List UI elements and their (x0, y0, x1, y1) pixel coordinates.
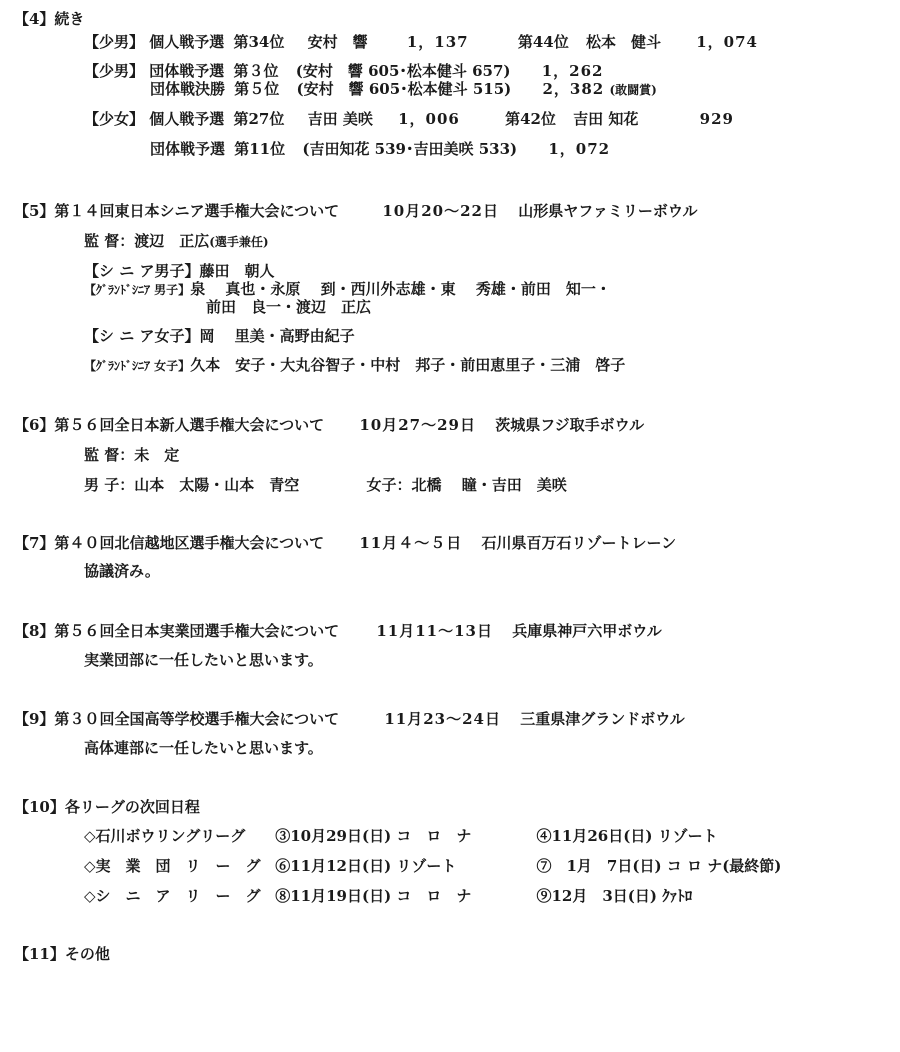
league-name: ◇シ ニ ア リ ー グ (84, 887, 261, 905)
s4-row-girls-team-prelim (150, 140, 610, 158)
player-name: 吉田 美咲 (307, 110, 373, 128)
section-5-heading (14, 202, 698, 220)
league-next-match: ⑥11月12日(日) リゾート (275, 857, 457, 875)
section-title: 【10】各リーグの次回日程 (14, 798, 200, 816)
score: 2，382 (542, 80, 605, 98)
section-body: 高体連部に一任したいと思います。 (84, 739, 323, 757)
s4-row-boys-team-prelim (84, 62, 604, 80)
s4-row-boys-individual (84, 33, 758, 51)
field-label: 女子： (366, 476, 412, 494)
league-row-ishikawa (84, 827, 718, 845)
event-venue: 茨城県フジ取手ボウル (495, 416, 645, 434)
rank: 第11位 (234, 140, 286, 158)
league-following-match: ④11月26日(日) リゾート (536, 827, 718, 845)
team-members: (安村 響 605･松本健斗 515) (296, 80, 512, 98)
section-11-heading (14, 945, 110, 963)
s9-body (84, 739, 323, 757)
section-title: 【9】第３０回全国高等学校選手権大会について (14, 710, 340, 728)
category-label: 【少男】 (84, 33, 145, 51)
league-row-corporate (84, 857, 781, 875)
category-label: 【ｸﾞﾗﾝﾄﾞｼﾆｱ 女子】 (84, 359, 191, 373)
section-title: 【5】第１４回東日本シニア選手権大会について (14, 202, 340, 220)
score: 1，006 (398, 110, 460, 128)
score: 1，137 (406, 33, 469, 51)
player-list: 山本 太陽・山本 青空 (134, 476, 300, 494)
category-label: 【シ ニ ア男子】 (84, 262, 200, 280)
field-label: 監 督： (84, 446, 135, 464)
event-date: 11月23～24日 (384, 710, 501, 728)
rank: 第５位 (234, 80, 280, 98)
section-7-heading (14, 534, 676, 552)
event-venue: 山形県ヤファミリーボウル (518, 202, 698, 220)
director-name: 未 定 (134, 446, 180, 464)
league-next-match: ③10月29日(日) コ ロ ナ (275, 827, 472, 845)
section-title: 【7】第４０回北信越地区選手権大会について (14, 534, 325, 552)
category-label: 【少男】 (84, 62, 145, 80)
league-name: ◇石川ボウリングリーグ (84, 827, 246, 845)
rank: 第27位 (233, 110, 285, 128)
rank: 第44位 (517, 33, 569, 51)
category-label: 【少女】 (84, 110, 145, 128)
director-name: 渡辺 正広 (134, 232, 210, 250)
s7-body (84, 562, 160, 580)
event-venue: 石川県百万石リゾートレーン (481, 534, 677, 552)
section-title: 【11】その他 (14, 945, 110, 963)
event-label: 個人戦予選 (149, 33, 225, 51)
league-name: ◇実 業 団 リ ー グ (84, 857, 261, 875)
s5-grand-women (84, 356, 625, 375)
event-date: 11月11～13日 (376, 622, 493, 640)
league-row-senior (84, 887, 692, 905)
s6-players (84, 476, 567, 494)
score: 1，262 (541, 62, 604, 80)
section-body: 協議済み。 (84, 562, 160, 580)
s5-senior-women (84, 327, 355, 345)
section-title: 【8】第５６回全日本実業団選手権大会について (14, 622, 340, 640)
event-date: 10月27～29日 (359, 416, 476, 434)
director-note: (選手兼任) (209, 235, 269, 249)
section-10-heading (14, 798, 200, 816)
section-9-heading (14, 710, 685, 728)
team-members: (吉田知花 539･吉田美咲 533) (302, 140, 518, 158)
score: 929 (699, 110, 734, 128)
field-label: 男 子： (84, 476, 135, 494)
section-6-heading (14, 416, 644, 434)
s4-row-girls-individual (84, 110, 734, 128)
rank: 第34位 (233, 33, 285, 51)
section-8-heading (14, 622, 662, 640)
s5-grand-men-continued (206, 298, 371, 316)
player-list: 岡 里美・高野由紀子 (199, 327, 355, 345)
score: 1，072 (548, 140, 611, 158)
score: 1，074 (696, 33, 758, 51)
event-label: 団体戦予選 (150, 140, 226, 158)
section-4-heading: 【4】続き (14, 10, 85, 28)
section-title: 【6】第５６回全日本新人選手権大会について (14, 416, 325, 434)
rank: 第42位 (505, 110, 556, 128)
s8-body (84, 651, 323, 669)
event-label: 団体戦決勝 (150, 80, 226, 98)
event-label: 個人戦予選 (149, 110, 225, 128)
player-list: 前田 良一・渡辺 正広 (206, 298, 372, 316)
player-list: 北橋 瞳・吉田 美咲 (411, 476, 567, 494)
league-next-match: ⑧11月19日(日) コ ロ ナ (275, 887, 472, 905)
section-body: 実業団部に一任したいと思います。 (84, 651, 323, 669)
event-label: 団体戦予選 (149, 62, 225, 80)
event-venue: 三重県津グランドボウル (520, 710, 685, 728)
event-date: 11月４～５日 (359, 534, 463, 552)
player-name: 松本 健斗 (585, 33, 661, 51)
player-name: 安村 響 (307, 33, 368, 51)
league-following-match: ⑨12月 3日(日) ｸｧﾄﾛ (536, 887, 693, 905)
category-label: 【シ ニ ア女子】 (84, 327, 200, 345)
player-name: 吉田 知花 (573, 110, 639, 128)
league-following-match: ⑦ 1月 7日(日) コ ロ ナ(最終節) (536, 857, 782, 875)
player-list: 久本 安子・大丸谷智子・中村 邦子・前田恵里子・三浦 啓子 (190, 356, 626, 374)
team-members: (安村 響 605･松本健斗 657) (295, 62, 511, 80)
s5-grand-men (84, 280, 611, 299)
event-venue: 兵庫県神戸六甲ボウル (512, 622, 662, 640)
s4-row-boys-team-final (150, 80, 657, 99)
player-list: 泉 真也・永原 到・西川外志雄・東 秀雄・前田 知一・ (190, 280, 611, 298)
award-note: (敢闘賞) (609, 83, 657, 97)
category-label: 【ｸﾞﾗﾝﾄﾞｼﾆｱ 男子】 (84, 283, 191, 297)
s6-director (84, 446, 179, 464)
player-list: 藤田 朝人 (199, 262, 275, 280)
event-date: 10月20～22日 (382, 202, 499, 220)
s5-director (84, 232, 269, 251)
s5-senior-men (84, 262, 274, 280)
rank: 第３位 (233, 62, 279, 80)
field-label: 監 督： (84, 232, 135, 250)
